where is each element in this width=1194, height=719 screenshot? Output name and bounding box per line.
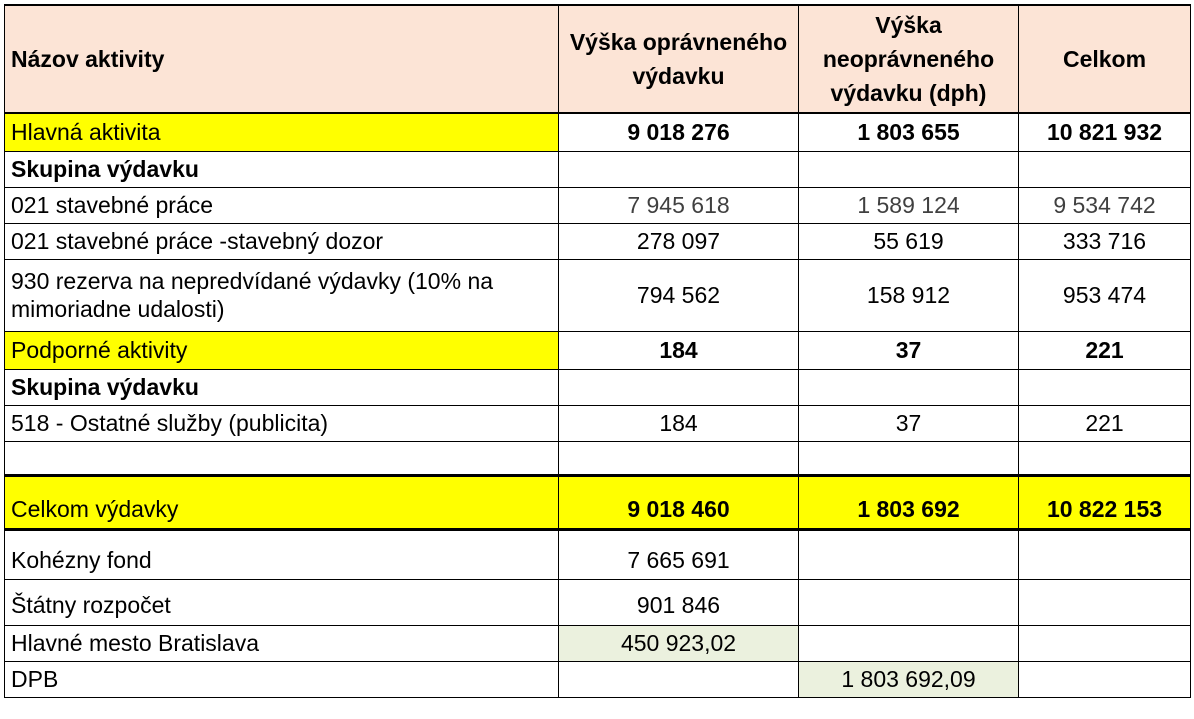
row-name: 021 stavebné práce -stavebný dozor	[5, 223, 559, 259]
funding-total	[1019, 625, 1191, 661]
totals-ineligible: 1 803 692	[799, 475, 1019, 529]
row-ineligible: 37	[799, 331, 1019, 369]
row-ineligible: 37	[799, 405, 1019, 441]
row-ineligible: 1 803 655	[799, 113, 1019, 151]
funding-eligible: 901 846	[559, 579, 799, 625]
row-ineligible	[799, 441, 1019, 475]
table-row	[5, 369, 1191, 405]
row-eligible: 794 562	[559, 259, 799, 331]
funding-total	[1019, 579, 1191, 625]
row-name: 518 - Ostatné služby (publicita)	[5, 405, 559, 441]
totals-eligible: 9 018 460	[559, 475, 799, 529]
row-eligible: 9 018 276	[559, 113, 799, 151]
row-eligible: 7 945 618	[559, 187, 799, 223]
row-name: Podporné aktivity	[5, 331, 559, 369]
totals-row	[5, 475, 1191, 529]
header-total: Celkom	[1019, 5, 1191, 113]
row-name: Skupina výdavku	[5, 369, 559, 405]
row-total: 221	[1019, 331, 1191, 369]
header-eligible: Výška oprávneného výdavku	[559, 5, 799, 113]
row-name: Skupina výdavku	[5, 151, 559, 187]
row-eligible	[559, 369, 799, 405]
row-name: 021 stavebné práce	[5, 187, 559, 223]
funding-eligible	[559, 661, 799, 697]
row-total: 953 474	[1019, 259, 1191, 331]
row-total: 221	[1019, 405, 1191, 441]
table-row	[5, 405, 1191, 441]
funding-total	[1019, 661, 1191, 697]
table-row	[5, 223, 1191, 259]
row-ineligible	[799, 369, 1019, 405]
row-name: 930 rezerva na nepredvídané výdavky (10% na mimoriadne udalosti)	[5, 259, 559, 331]
row-ineligible: 158 912	[799, 259, 1019, 331]
row-ineligible	[799, 151, 1019, 187]
row-eligible: 278 097	[559, 223, 799, 259]
funding-eligible: 450 923,02	[559, 625, 799, 661]
funding-ineligible	[799, 625, 1019, 661]
totals-name: Celkom výdavky	[5, 475, 559, 529]
row-total	[1019, 151, 1191, 187]
funding-row	[5, 625, 1191, 661]
row-eligible: 184	[559, 405, 799, 441]
funding-total	[1019, 529, 1191, 579]
funding-name: DPB	[5, 661, 559, 697]
table-row	[5, 187, 1191, 223]
table-row	[5, 259, 1191, 331]
table-row-empty	[5, 441, 1191, 475]
row-ineligible: 1 589 124	[799, 187, 1019, 223]
row-ineligible: 55 619	[799, 223, 1019, 259]
funding-row	[5, 579, 1191, 625]
totals-total: 10 822 153	[1019, 475, 1191, 529]
funding-name: Štátny rozpočet	[5, 579, 559, 625]
row-total: 10 821 932	[1019, 113, 1191, 151]
row-total: 333 716	[1019, 223, 1191, 259]
funding-ineligible: 1 803 692,09	[799, 661, 1019, 697]
funding-ineligible	[799, 579, 1019, 625]
row-name: Hlavná aktivita	[5, 113, 559, 151]
funding-ineligible	[799, 529, 1019, 579]
row-eligible	[559, 441, 799, 475]
table-row	[5, 331, 1191, 369]
row-total	[1019, 369, 1191, 405]
row-eligible: 184	[559, 331, 799, 369]
header-ineligible: Výška neoprávneného výdavku (dph)	[799, 5, 1019, 113]
budget-table	[4, 4, 1191, 698]
row-name	[5, 441, 559, 475]
table-row	[5, 151, 1191, 187]
row-total	[1019, 441, 1191, 475]
row-eligible	[559, 151, 799, 187]
header-row	[5, 5, 1191, 113]
funding-row	[5, 529, 1191, 579]
row-total: 9 534 742	[1019, 187, 1191, 223]
funding-name: Kohézny fond	[5, 529, 559, 579]
funding-eligible: 7 665 691	[559, 529, 799, 579]
table-row	[5, 113, 1191, 151]
funding-row	[5, 661, 1191, 697]
header-activity-name: Názov aktivity	[5, 5, 559, 113]
funding-name: Hlavné mesto Bratislava	[5, 625, 559, 661]
